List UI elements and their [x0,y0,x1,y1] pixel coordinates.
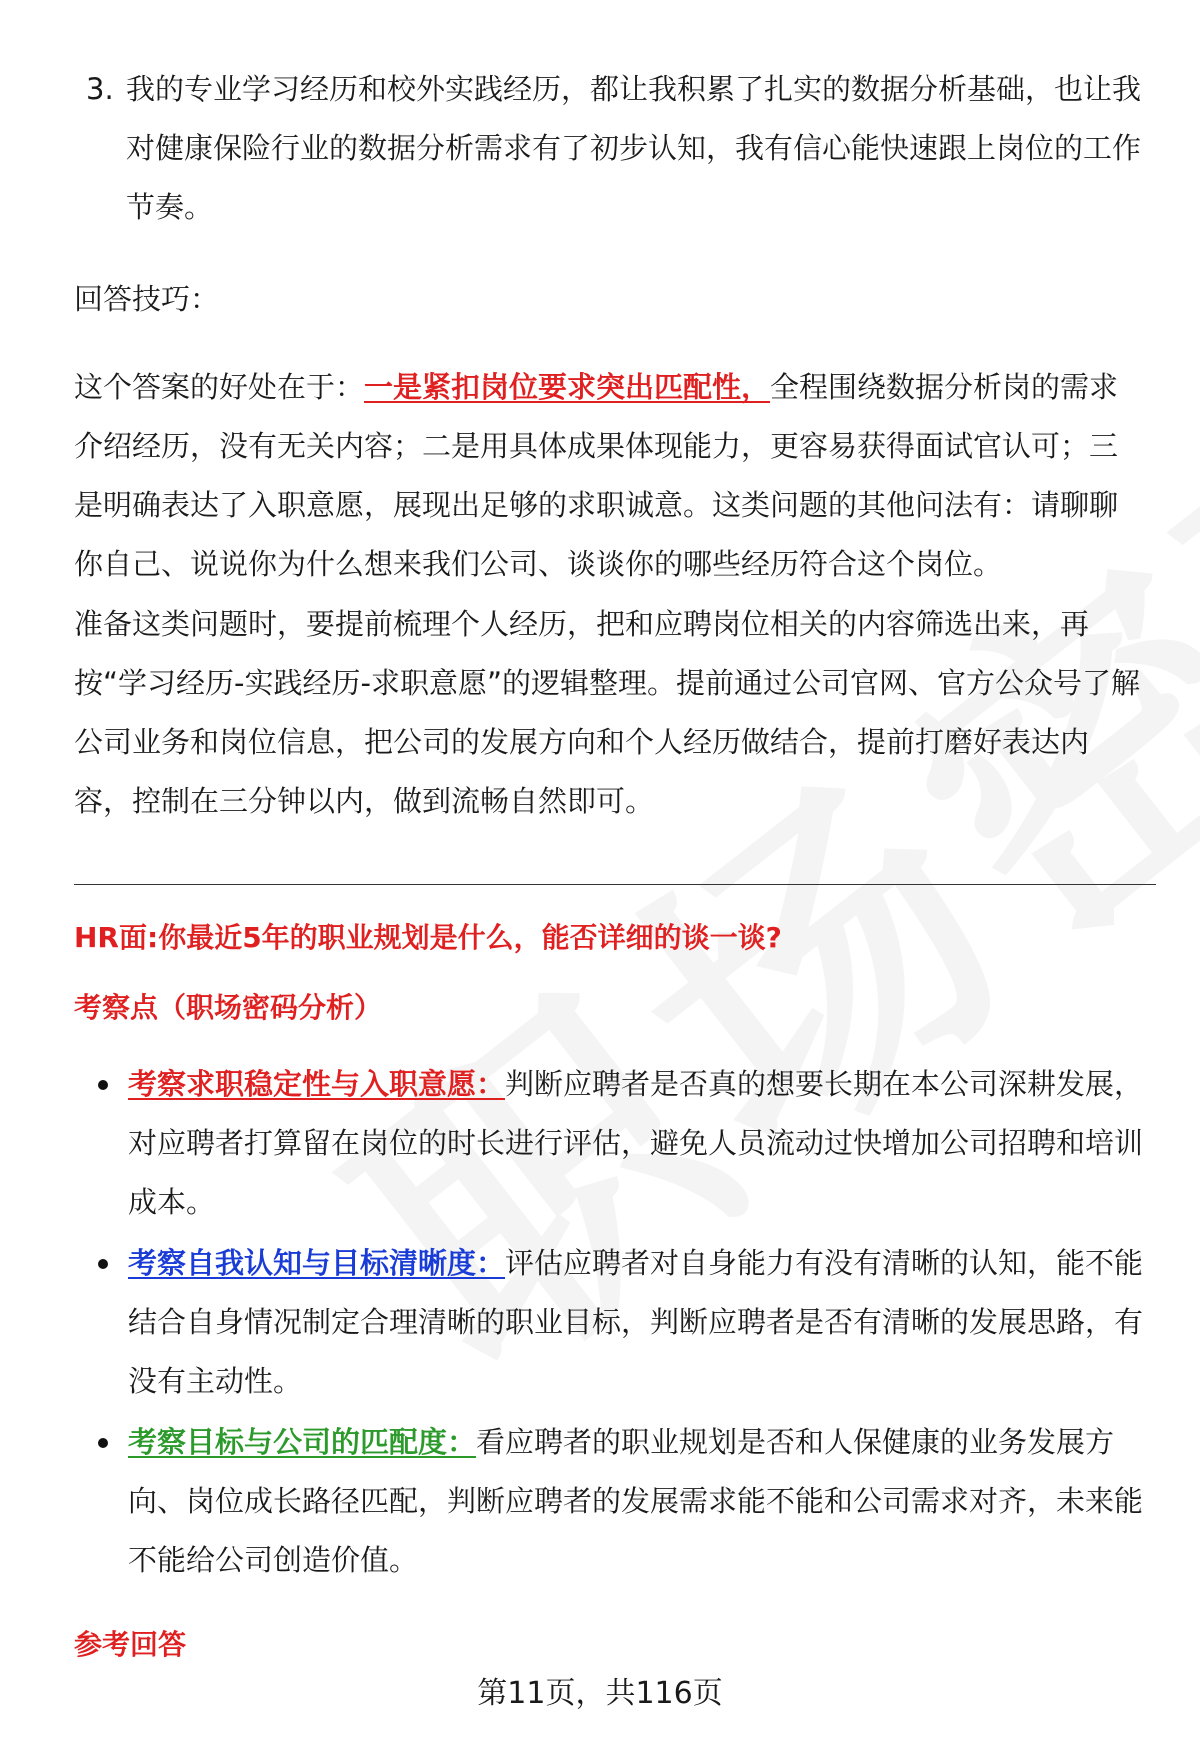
exam-points-list [74,1055,1156,1592]
exam-point-title: 考察自我认知与目标清晰度： [128,1246,506,1280]
list-item [74,1413,1156,1590]
bullet-dot-icon [98,1438,108,1448]
tips-paragraph-2: 准备这类问题时，要提前梳理个人经历，把和应聘岗位相关的内容筛选出来，再按“学习经历-实践经历-求职意愿”的逻辑整理。提前通过公司官网、官方公众号了解公司业务和岗位信息，把公司的发展方向和个人经历做结合，提前打磨好表达内容，控制在三分钟以内，做到流畅自然即可。 [74,607,1140,818]
list-item [74,1234,1156,1411]
exam-point-body: 看应聘者的职业规划是否和人保健康的业务发展方向、岗位成长路径匹配，判断应聘者的发展需求能不能和公司需求对齐，未来能不能给公司创造价值。 [128,1425,1144,1577]
page-footer: 第11页，共116页 [477,1676,723,1711]
section-divider [74,884,1156,885]
para1-highlight: 一是紧扣岗位要求突出匹配性， [364,370,771,404]
tips-label: 回答技巧： [74,282,220,316]
para1-lead: 这个答案的好处在于： [74,370,365,404]
item-number: 3. [86,72,114,106]
hr-question-heading: HR面:你最近5年的职业规划是什么，能否详细的谈一谈? [74,921,782,954]
bullet-dot-icon [98,1080,108,1090]
tips-paragraph-1 [74,358,1146,594]
exam-point-body: 评估应聘者对自身能力有没有清晰的认知，能不能结合自身情况制定合理清晰的职业目标，判断应聘者是否有清晰的发展思路，有没有主动性。 [128,1246,1144,1398]
exam-point-title: 考察目标与公司的匹配度： [128,1425,477,1459]
reference-answer-heading: 参考回答 [74,1628,187,1661]
exam-point-title: 考察求职稳定性与入职意愿： [128,1067,506,1101]
numbered-item-3 [74,60,1146,237]
para1-rest: 全程围绕数据分析岗的需求介绍经历，没有无关内容；二是用具体成果体现能力，更容易获得面试官认可；三是明确表达了入职意愿，展现出足够的求职诚意。这类问题的其他问法有：请聊聊你自己、说说你为什么想来我们公司、谈谈你的哪些经历符合这个岗位。 [74,370,1119,581]
exam-point-body: 判断应聘者是否真的想要长期在本公司深耕发展，对应聘者打算留在岗位的时长进行评估，避免人员流动过快增加公司招聘和培训成本。 [128,1067,1144,1219]
item-text: 我的专业学习经历和校外实践经历，都让我积累了扎实的数据分析基础，也让我对健康保险行业的数据分析需求有了初步认知，我有信心能快速跟上岗位的工作节奏。 [126,72,1142,224]
exam-points-heading: 考察点（职场密码分析） [74,991,383,1024]
list-item [74,1055,1156,1232]
bullet-dot-icon [98,1259,108,1269]
